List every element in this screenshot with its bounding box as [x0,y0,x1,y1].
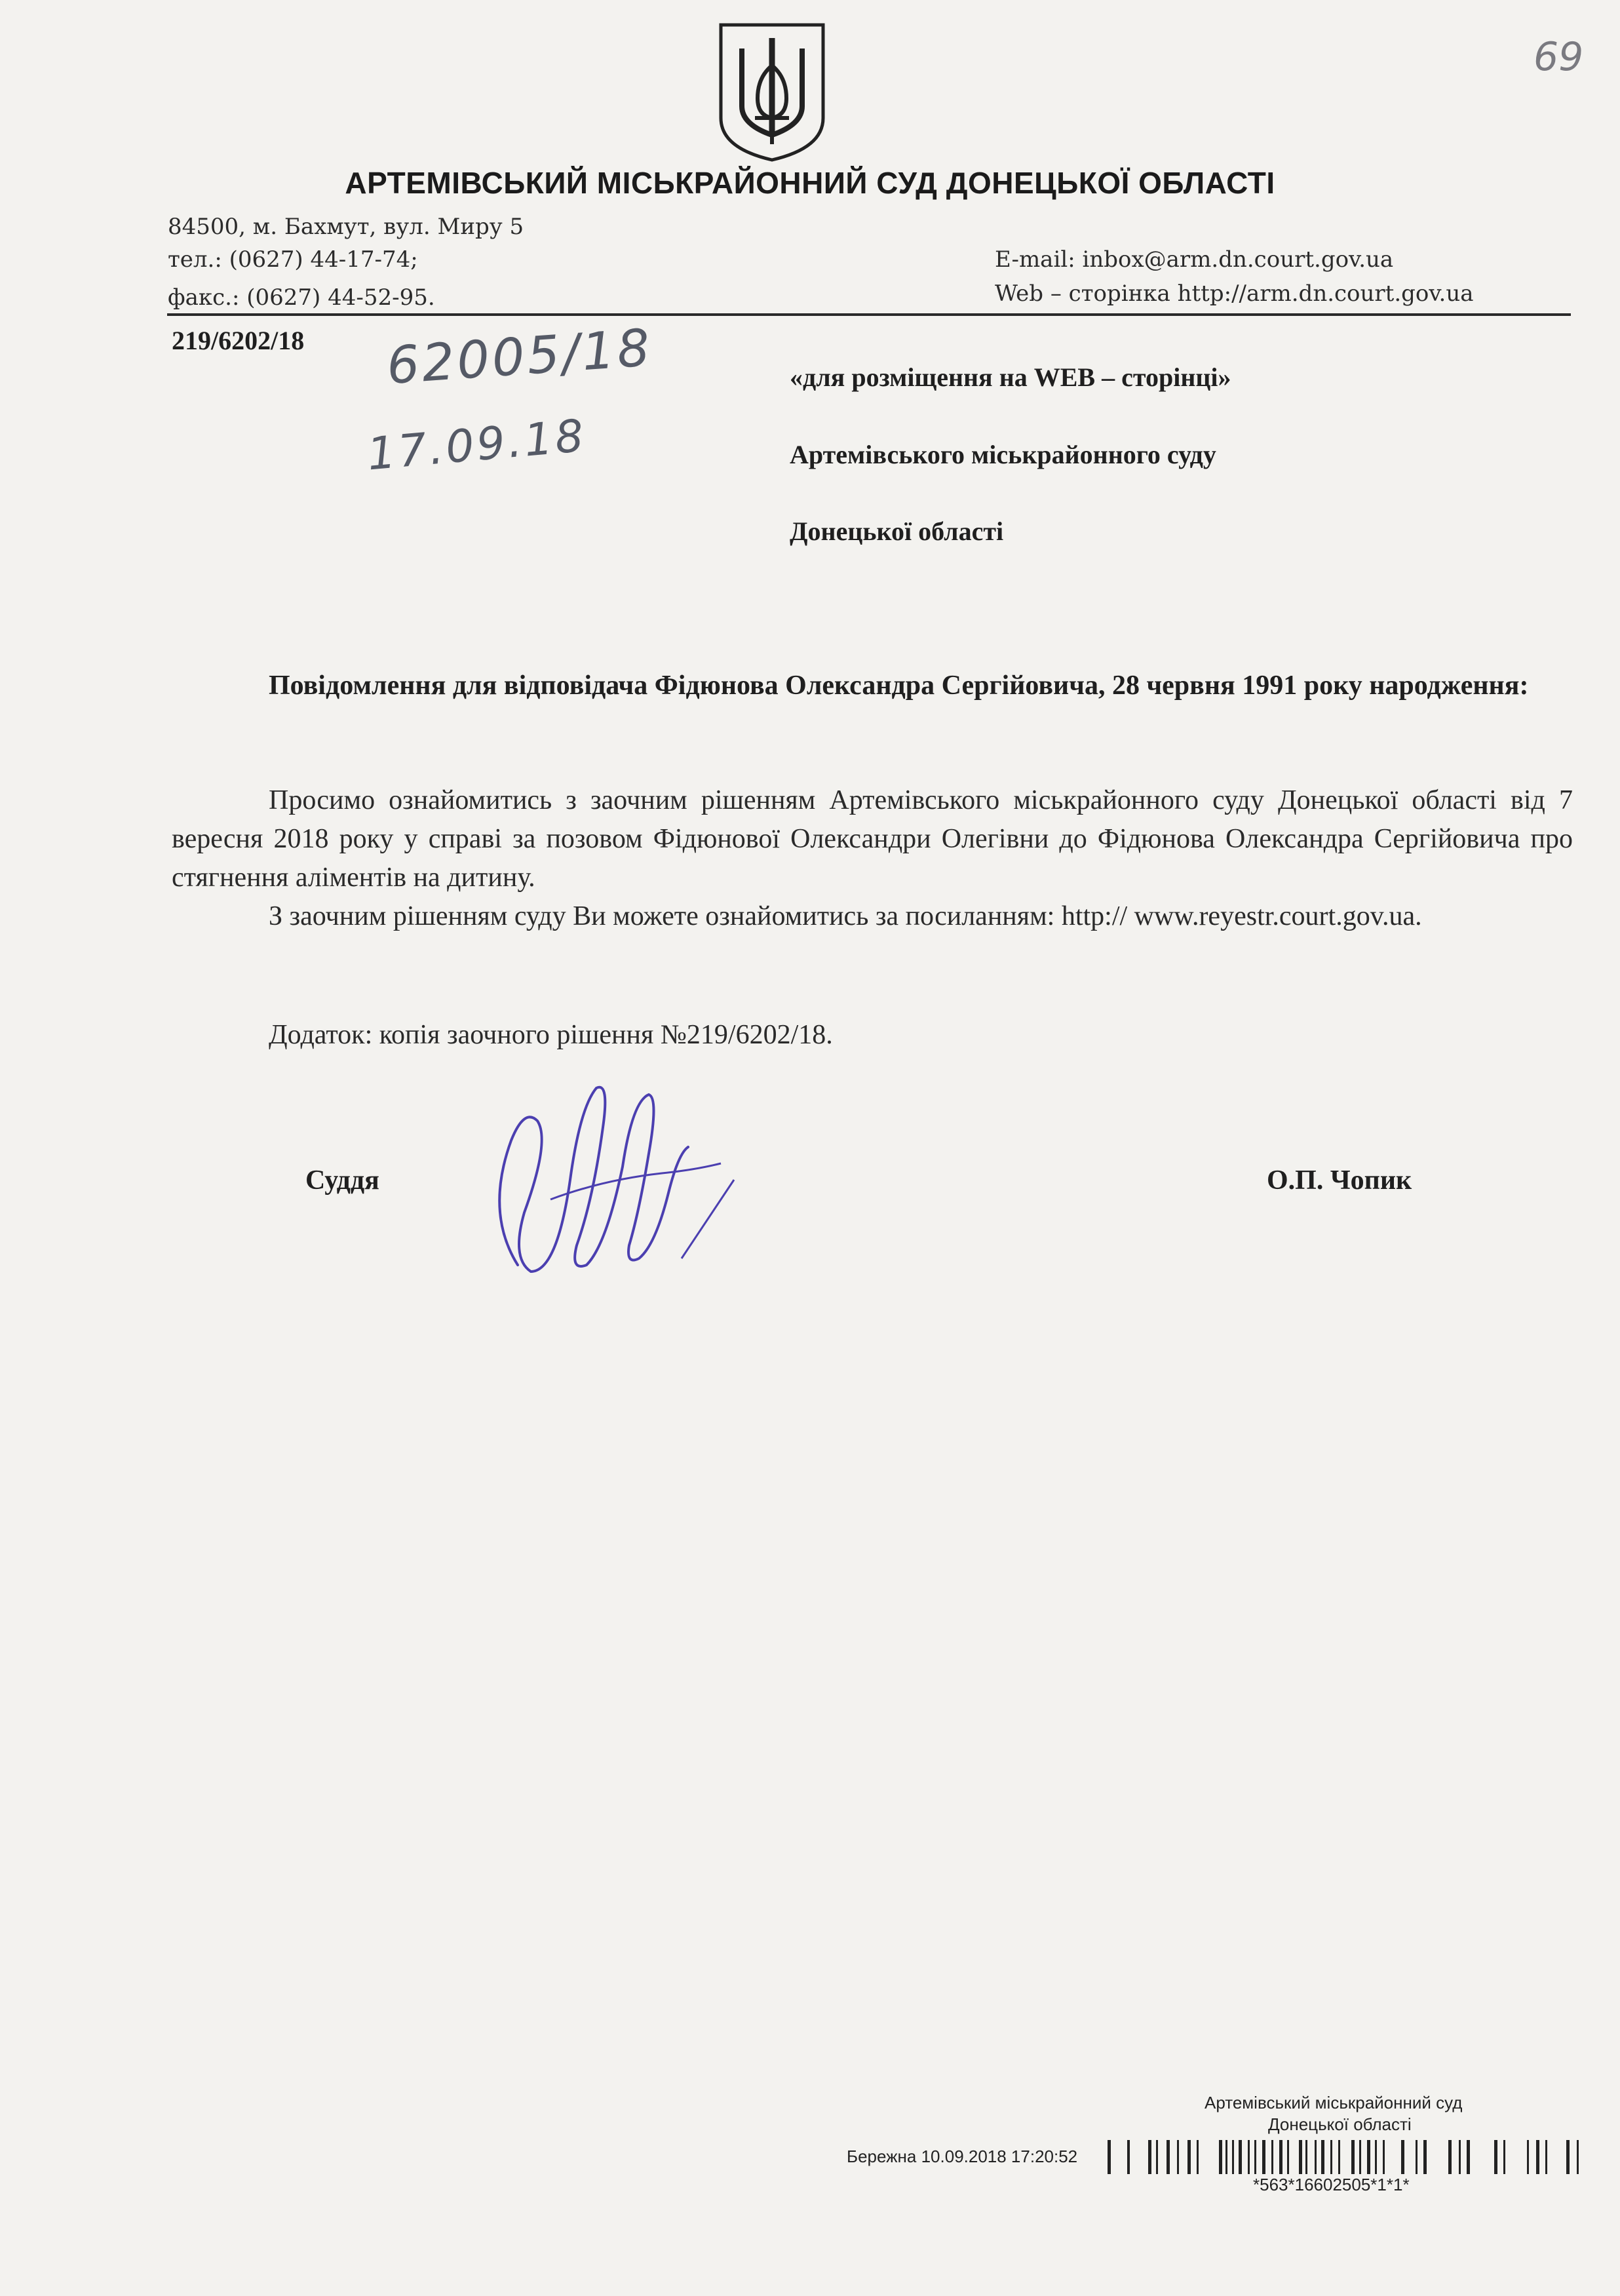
handwritten-date: 17.09.18 [365,410,588,481]
court-email: E-mail: inbox@arm.dn.court.gov.ua [995,246,1394,273]
attachment-line: Додаток: копія заочного рішення №219/6202/18. [269,1020,833,1050]
judge-name: О.П. Чопик [1267,1165,1412,1196]
notice-paragraph-1-text: Просимо ознайомитись з заочним рішенням Артемівського міськрайонного суду Донецької області від 7 вересня 2018 року у справі за позовом Фідюнової Олександри Олегівни до Фідюнова Олександра Сергійовича про стягнення аліментів на дитину. [172,785,1573,893]
stamp-registrar-timestamp: Бережна 10.09.2018 17:20:52 [847,2147,1078,2166]
header-divider [167,313,1571,316]
notice-paragraph-1 [172,781,1573,897]
stamp-barcode-text: *563*16602505*1*1* [1253,2175,1410,2194]
court-phone: тел.: (0627) 44-17-74; [168,246,418,273]
court-name-heading: АРТЕМІВСЬКИЙ МІСЬКРАЙОННИЙ СУД ДОНЕЦЬКОЇ ОБЛАСТІ [345,166,1275,200]
judge-label: Суддя [305,1165,379,1196]
judge-signature [472,1049,747,1298]
registration-barcode [1108,2140,1586,2174]
notice-heading [172,667,1573,705]
recipient-line-3: Донецької області [790,516,1004,546]
court-website: Web – сторінка http://arm.dn.court.gov.ua [995,281,1474,307]
notice-heading-text: Повідомлення для відповідача Фідюнова Олександра Сергійовича, 28 червня 1991 року народження: [269,671,1529,701]
court-address: 84500, м. Бахмут, вул. Миру 5 [168,214,524,240]
stamp-court-line-2: Донецької області [1268,2114,1412,2134]
recipient-line-2: Артемівського міськрайонного суду [790,440,1216,469]
court-fax: факс.: (0627) 44-52-95. [168,284,435,311]
handwritten-page-number: 69 [1533,34,1584,80]
notice-paragraph-2 [172,897,1573,936]
handwritten-incoming-number: 62005/18 [385,318,655,397]
notice-paragraph-2-text: З заочним рішенням суду Ви можете ознайомитись за посиланням: http:// www.reyestr.court.gov.ua. [269,901,1422,931]
case-number: 219/6202/18 [172,326,305,355]
recipient-line-1: «для розміщення на WEB – сторінці» [790,362,1231,392]
trident-coat-of-arms-icon [716,20,828,164]
stamp-court-line-1: Артемівський міськрайонний суд [1205,2093,1463,2112]
